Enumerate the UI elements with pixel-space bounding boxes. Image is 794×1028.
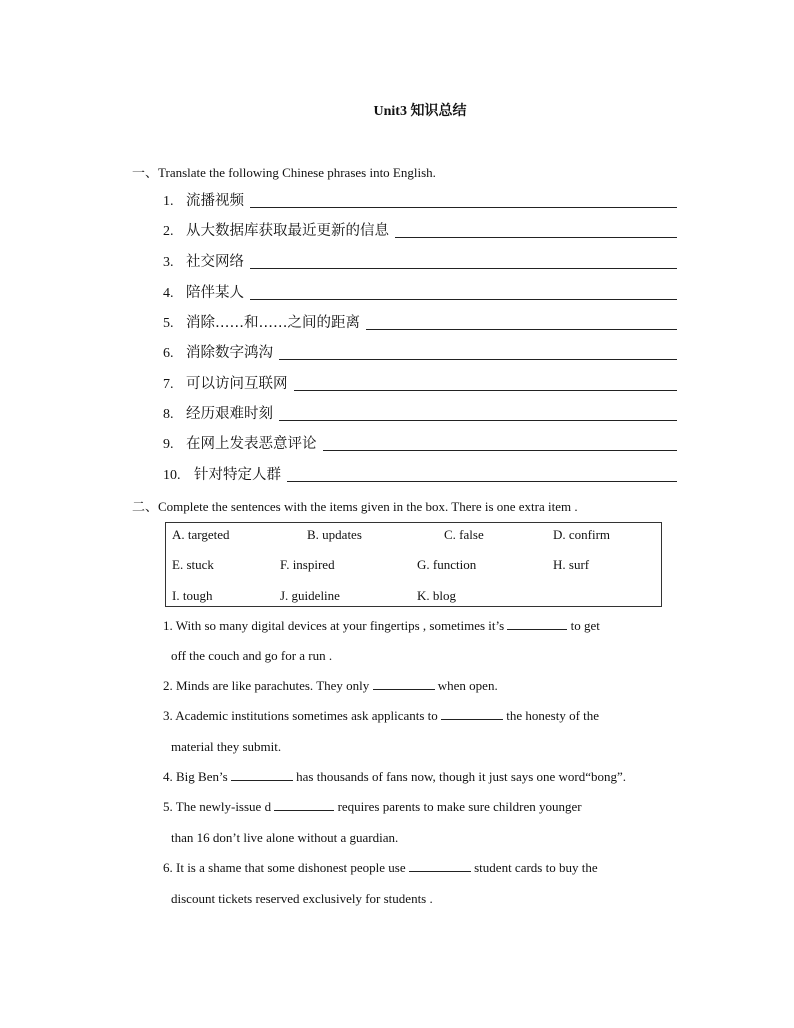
answer-blank[interactable] bbox=[274, 809, 334, 811]
answer-line[interactable] bbox=[279, 358, 677, 360]
question-4: 4. Big Ben’s has thousands of fans now, though it just says one word“bong”. bbox=[163, 769, 627, 784]
list-item bbox=[163, 282, 677, 302]
option-j: J. guideline bbox=[280, 588, 340, 603]
list-item bbox=[163, 464, 677, 484]
question-5-cont: than 16 don’t live alone without a guardian. bbox=[171, 830, 399, 845]
option-k: K. blog bbox=[417, 588, 456, 603]
item-text: 经历艰难时刻 bbox=[186, 406, 273, 422]
answer-blank[interactable] bbox=[409, 870, 471, 872]
item-number: 8. bbox=[163, 407, 174, 422]
item-text: 消除……和……之间的距离 bbox=[186, 315, 360, 331]
list-item bbox=[163, 342, 677, 362]
answer-line[interactable] bbox=[250, 267, 677, 269]
answer-line[interactable] bbox=[294, 389, 678, 391]
item-text: 在网上发表恶意评论 bbox=[186, 436, 317, 452]
answer-blank[interactable] bbox=[441, 718, 503, 720]
option-f: F. inspired bbox=[280, 557, 335, 572]
item-number: 5. bbox=[163, 316, 174, 331]
item-number: 7. bbox=[163, 377, 174, 392]
item-text: 陪伴某人 bbox=[186, 285, 244, 301]
item-text: 流播视频 bbox=[186, 193, 244, 209]
list-item bbox=[163, 373, 677, 393]
item-number: 10. bbox=[163, 468, 181, 483]
item-text: 可以访问互联网 bbox=[186, 376, 288, 392]
word-box bbox=[165, 522, 662, 607]
list-item bbox=[163, 312, 677, 332]
item-number: 1. bbox=[163, 194, 174, 209]
question-2: 2. Minds are like parachutes. They only when open. bbox=[163, 678, 498, 693]
option-b: B. updates bbox=[307, 527, 362, 542]
item-number: 6. bbox=[163, 346, 174, 361]
question-3-cont: material they submit. bbox=[171, 739, 282, 754]
option-a: A. targeted bbox=[172, 527, 230, 542]
item-number: 9. bbox=[163, 437, 174, 452]
answer-blank[interactable] bbox=[507, 628, 567, 630]
answer-line[interactable] bbox=[287, 480, 677, 482]
answer-line[interactable] bbox=[395, 236, 677, 238]
question-3: 3. Academic institutions sometimes ask applicants to the honesty of the bbox=[163, 708, 600, 723]
option-i: I. tough bbox=[172, 588, 213, 603]
item-number: 3. bbox=[163, 255, 174, 270]
item-text: 从大数据库获取最近更新的信息 bbox=[186, 223, 389, 239]
answer-line[interactable] bbox=[323, 449, 678, 451]
answer-line[interactable] bbox=[366, 328, 677, 330]
item-number: 4. bbox=[163, 286, 174, 301]
answer-line[interactable] bbox=[250, 298, 677, 300]
question-1: 1. With so many digital devices at your fingertips , sometimes it’s to get bbox=[163, 618, 600, 633]
item-text: 社交网络 bbox=[186, 254, 244, 270]
answer-blank[interactable] bbox=[373, 688, 435, 690]
option-c: C. false bbox=[444, 527, 484, 542]
list-item bbox=[163, 251, 677, 271]
option-g: G. function bbox=[417, 557, 477, 572]
page-title: Unit3 知识总结 bbox=[373, 104, 467, 119]
item-text: 消除数字鸿沟 bbox=[186, 345, 273, 361]
section-2-heading: 二、Complete the sentences with the items given in the box. There is one extra item . bbox=[132, 499, 578, 514]
item-number: 2. bbox=[163, 224, 174, 239]
option-h: H. surf bbox=[553, 557, 590, 572]
item-text: 针对特定人群 bbox=[194, 467, 281, 483]
answer-line[interactable] bbox=[250, 206, 677, 208]
section-1-heading: 一、Translate the following Chinese phrases into English. bbox=[132, 165, 436, 180]
option-d: D. confirm bbox=[553, 527, 611, 542]
list-item bbox=[163, 190, 677, 210]
answer-blank[interactable] bbox=[231, 779, 293, 781]
list-item bbox=[163, 433, 677, 453]
list-item bbox=[163, 220, 677, 240]
question-5: 5. The newly-issue d requires parents to make sure children younger bbox=[163, 799, 582, 814]
option-e: E. stuck bbox=[172, 557, 214, 572]
question-6-cont: discount tickets reserved exclusively for students . bbox=[171, 891, 433, 906]
list-item bbox=[163, 403, 677, 423]
answer-line[interactable] bbox=[279, 419, 677, 421]
question-6: 6. It is a shame that some dishonest people use student cards to buy the bbox=[163, 860, 598, 875]
question-1-cont: off the couch and go for a run . bbox=[171, 648, 333, 663]
